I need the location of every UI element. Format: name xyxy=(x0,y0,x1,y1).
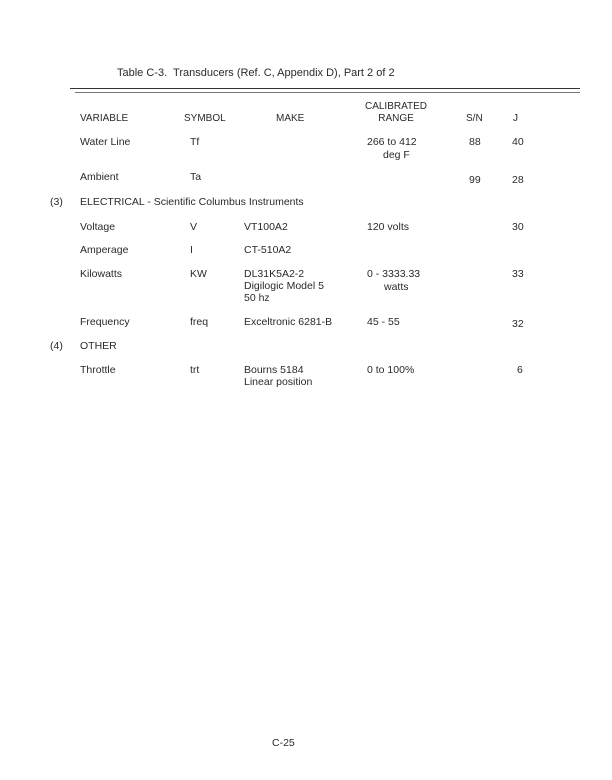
row-water-line-range-line1: 266 to 412 xyxy=(367,136,417,148)
row-frequency-range: 45 - 55 xyxy=(367,316,400,328)
row-frequency-symbol: freq xyxy=(190,316,209,328)
row-water-line-j: 40 xyxy=(512,136,524,148)
section-other-number: (4) xyxy=(50,340,63,352)
row-kilowatts-range-line2: watts xyxy=(384,281,409,293)
row-voltage-symbol: V xyxy=(190,221,198,233)
table-title: Table C-3. Transducers (Ref. C, Appendix D), Part 2 of 2 xyxy=(117,67,395,79)
row-voltage-variable: Voltage xyxy=(80,221,116,233)
row-ambient-variable: Ambient xyxy=(80,171,119,183)
section-other-label: OTHER xyxy=(80,340,117,352)
row-kilowatts-make-line2: Digilogic Model 5 xyxy=(244,280,324,292)
row-ambient-symbol: Ta xyxy=(190,171,202,183)
row-throttle-range: 0 to 100% xyxy=(367,364,415,376)
row-voltage-range: 120 volts xyxy=(367,221,410,233)
row-kilowatts-make-line3: 50 hz xyxy=(244,292,270,304)
row-amperage-variable: Amperage xyxy=(80,244,129,256)
row-throttle-j: 6 xyxy=(517,364,523,376)
row-kilowatts-symbol: KW xyxy=(190,268,207,280)
row-ambient-j: 28 xyxy=(512,174,524,186)
row-amperage-make: CT-510A2 xyxy=(244,244,292,256)
row-kilowatts-variable: Kilowatts xyxy=(80,268,123,280)
header-make: MAKE xyxy=(276,113,305,124)
row-amperage-symbol: I xyxy=(190,244,193,256)
header-rule-thick xyxy=(70,88,580,89)
header-range-line2: RANGE xyxy=(378,113,414,124)
row-ambient-sn: 99 xyxy=(469,174,481,186)
row-voltage-j: 30 xyxy=(512,221,524,233)
header-sn: S/N xyxy=(466,113,483,124)
row-voltage-make: VT100A2 xyxy=(244,221,288,233)
row-water-line-sn: 88 xyxy=(469,136,481,148)
row-throttle-variable: Throttle xyxy=(80,364,116,376)
row-frequency-make: Exceltronic 6281-B xyxy=(244,316,333,328)
header-symbol: SYMBOL xyxy=(184,113,226,124)
section-electrical-label: ELECTRICAL - Scientific Columbus Instruments xyxy=(80,196,304,208)
header-variable: VARIABLE xyxy=(80,113,129,124)
row-water-line-variable: Water Line xyxy=(80,136,131,148)
row-throttle-symbol: trt xyxy=(190,364,200,376)
row-kilowatts-make-line1: DL31K5A2-2 xyxy=(244,268,305,280)
section-electrical-number: (3) xyxy=(50,196,63,208)
row-throttle-make-line2: Linear position xyxy=(244,376,313,388)
row-water-line-range-line2: deg F xyxy=(383,149,410,161)
row-frequency-j: 32 xyxy=(512,318,524,330)
row-water-line-symbol: Tf xyxy=(190,136,200,148)
header-range-line1: CALIBRATED xyxy=(364,101,428,112)
row-throttle-make-line1: Bourns 5184 xyxy=(244,364,304,376)
header-rule-thin xyxy=(75,92,580,93)
row-kilowatts-j: 33 xyxy=(512,268,524,280)
page-number: C-25 xyxy=(272,737,295,749)
row-frequency-variable: Frequency xyxy=(80,316,130,328)
row-kilowatts-range-line1: 0 - 3333.33 xyxy=(367,268,421,280)
header-j: J xyxy=(513,113,518,124)
